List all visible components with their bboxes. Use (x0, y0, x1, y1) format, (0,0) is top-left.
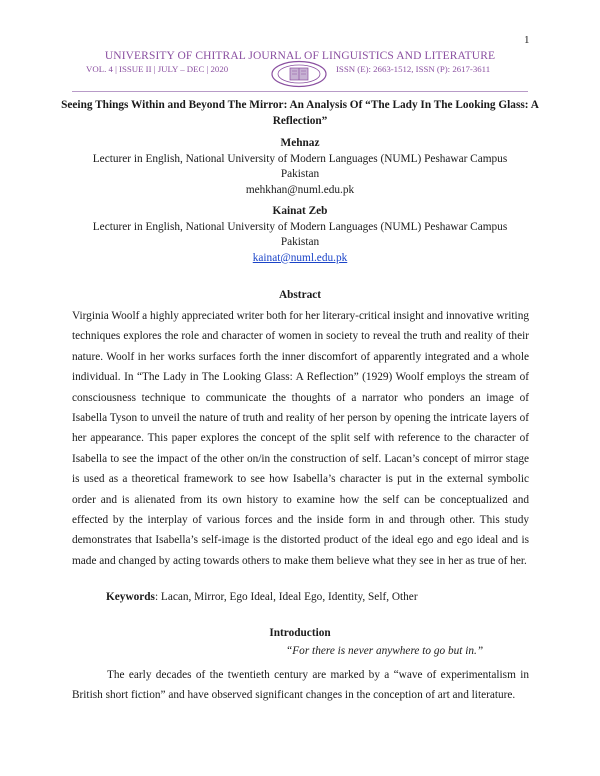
epigraph: “For there is never anywhere to go but in.” (286, 645, 484, 657)
volume-info: VOL. 4 | ISSUE II | JULY – DEC | 2020 (86, 64, 229, 74)
introduction-heading: Introduction (269, 627, 331, 639)
author-email: mehkhan@numl.edu.pk (245, 183, 355, 196)
header-divider (72, 91, 528, 92)
author-name: Mehnaz (280, 137, 320, 149)
author-affiliation: Lecturer in English, National University of Modern Languages (NUML) Peshawar Campus (92, 152, 508, 165)
keywords-list: : Lacan, Mirror, Ego Ideal, Ideal Ego, Identity, Self, Other (154, 591, 418, 603)
issn-info: ISSN (E): 2663-1512, ISSN (P): 2617-3611 (336, 64, 491, 74)
page-number: 1 (524, 34, 530, 46)
introduction-paragraph: The early decades of the twentieth century are marked by a “wave of experimentalism in British short fiction” and have observed significant changes in the conception of art and literature. (72, 669, 529, 702)
author-country: Pakistan (280, 168, 320, 180)
author-affiliation: Lecturer in English, National University of Modern Languages (NUML) Peshawar Campus (92, 220, 508, 233)
author-2 (60, 204, 540, 266)
paper-title: Seeing Things Within and Beyond The Mirror: An Analysis Of “The Lady In The Looking Glass: A Reflection” (61, 99, 539, 127)
keywords-label: Keywords (106, 591, 155, 603)
journal-logo-icon (270, 60, 328, 88)
author-email-link[interactable]: kainat@numl.edu.pk (252, 251, 348, 264)
keywords (106, 591, 418, 603)
abstract-text: Virginia Woolf a highly appreciated writer both for her literary-critical insight and innovative writing techniques explores the role and character of women in society to reveal the truth and reality of their nature. Woolf in her works surfaces forth the inner discomfort of apparently integrated and a whole individual. In “The Lady in The Looking Glass: A Reflection” (1929) Woolf employs the stream of consciousness technique to communicate the thoughts of a narrator who ponders an image of Isabella Tyson to unveil the nature of truth and reality of her person by opening the intricate layers of her appearance. This paper explores the concept of the split self with reference to the character of Isabella to see the impact of the other on/in the construction of self. Lacan’s concept of mirror stage is used as a theoretical framework to see how Isabella’s character is put in the external symbolic order and is alienated from its own history to examine how the self can be conceptualized and effected by the interplay of various forces and the inside form in and through other. This study demonstrates that Isabella’s self-image is the distorted product of the ideal ego and ego ideal and is made and changed by acting towards others to make them believe what they see in her as true of her. (72, 310, 530, 567)
author-country: Pakistan (280, 236, 320, 248)
journal-name: UNIVERSITY OF CHITRAL JOURNAL OF LINGUISTICS AND LITERATURE (104, 50, 496, 62)
abstract-heading: Abstract (278, 289, 322, 301)
author-1 (60, 136, 540, 198)
author-name: Kainat Zeb (272, 205, 328, 217)
